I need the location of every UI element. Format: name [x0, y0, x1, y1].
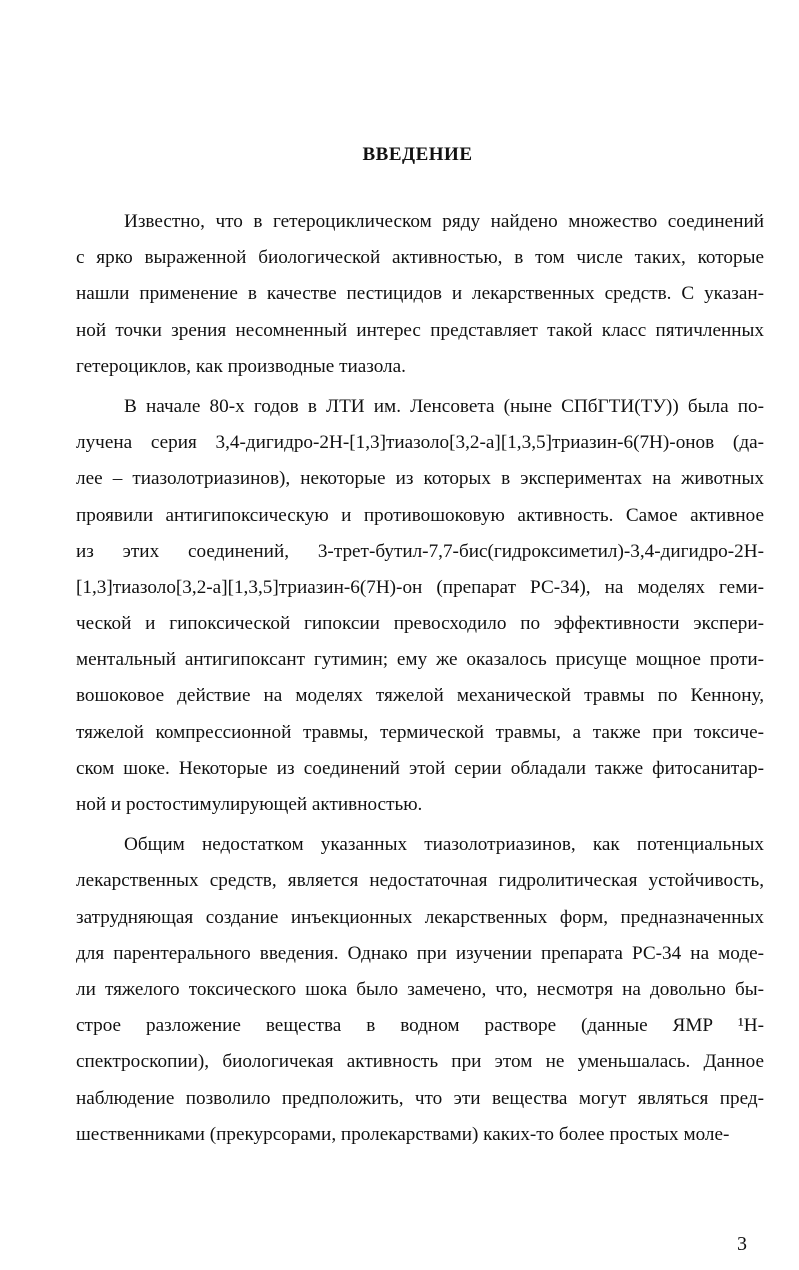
text-line: строе разложение вещества в водном растворе (данные ЯМР ¹H-: [76, 1015, 764, 1037]
text-line: проявили антигипоксическую и противошоковую активность. Самое активное: [76, 504, 764, 526]
text-line: нашли применение в качестве пестицидов и лекарственных средств. С указан-: [76, 283, 764, 305]
text-line: для парентерального введения. Однако при изучении препарата РС-34 на моде-: [76, 942, 764, 964]
text-line: лее – тиазолотриазинов), некоторые из которых в экспериментах на животных: [76, 468, 764, 490]
text-line: ной точки зрения несомненный интерес представляет такой класс пятичленных: [76, 319, 764, 341]
text-line: гетероциклов, как производные тиазола.: [76, 355, 406, 377]
text-line: Общим недостатком указанных тиазолотриазинов, как потенциальных: [124, 834, 764, 856]
body-text: [76, 204, 764, 1153]
text-line: тяжелой компрессионной травмы, термической травмы, а также при токсиче-: [76, 721, 764, 743]
paragraph: [76, 204, 764, 385]
text-line: шественниками (прекурсорами, пролекарствами) каких-то более простых моле-: [76, 1123, 730, 1145]
page-title: ВВЕДЕНИЕ: [362, 144, 473, 165]
text-line: спектроскопии), биологичекая активность при этом не уменьшалась. Данное: [76, 1051, 764, 1073]
paragraph: [76, 389, 764, 823]
text-line: В начале 80-х годов в ЛТИ им. Ленсовета (ныне СПбГТИ(ТУ)) была по-: [124, 395, 764, 417]
text-line: ческой и гипоксической гипоксии превосходило по эффективности экспери-: [76, 613, 764, 635]
paragraph: [76, 827, 764, 1153]
text-line: ли тяжелого токсического шока было замечено, что, несмотря на довольно бы-: [76, 978, 764, 1000]
text-line: Известно, что в гетероциклическом ряду найдено множество соединений: [124, 211, 764, 232]
text-line: из этих соединений, 3-трет-бутил-7,7-бис(гидроксиметил)-3,4-дигидро-2H-: [76, 540, 764, 562]
text-line: [1,3]тиазоло[3,2-a][1,3,5]триазин-6(7H)-он (препарат РС-34), на моделях геми-: [76, 576, 764, 598]
text-line: ментальный антигипоксант гутимин; ему же оказалось присуще мощное проти-: [76, 649, 764, 671]
text-line: затрудняющая создание инъекционных лекарственных форм, предназначенных: [76, 906, 764, 928]
text-line: ском шоке. Некоторые из соединений этой серии обладали также фитосанитар-: [76, 757, 764, 779]
text-line: вошоковое действие на моделях тяжелой механической травмы по Кеннону,: [76, 685, 764, 707]
text-line: лекарственных средств, является недостаточная гидролитическая устойчивость,: [76, 870, 764, 892]
text-line: лучена серия 3,4-дигидро-2H-[1,3]тиазоло[3,2-a][1,3,5]триазин-6(7H)-онов (да-: [76, 432, 764, 454]
text-line: ной и ростостимулирующей активностью.: [76, 794, 423, 815]
page-number: 3: [737, 1233, 747, 1255]
text-line: наблюдение позволило предположить, что эти вещества могут являться пред-: [76, 1087, 764, 1109]
text-line: с ярко выраженной биологической активностью, в том числе таких, которые: [76, 247, 764, 269]
